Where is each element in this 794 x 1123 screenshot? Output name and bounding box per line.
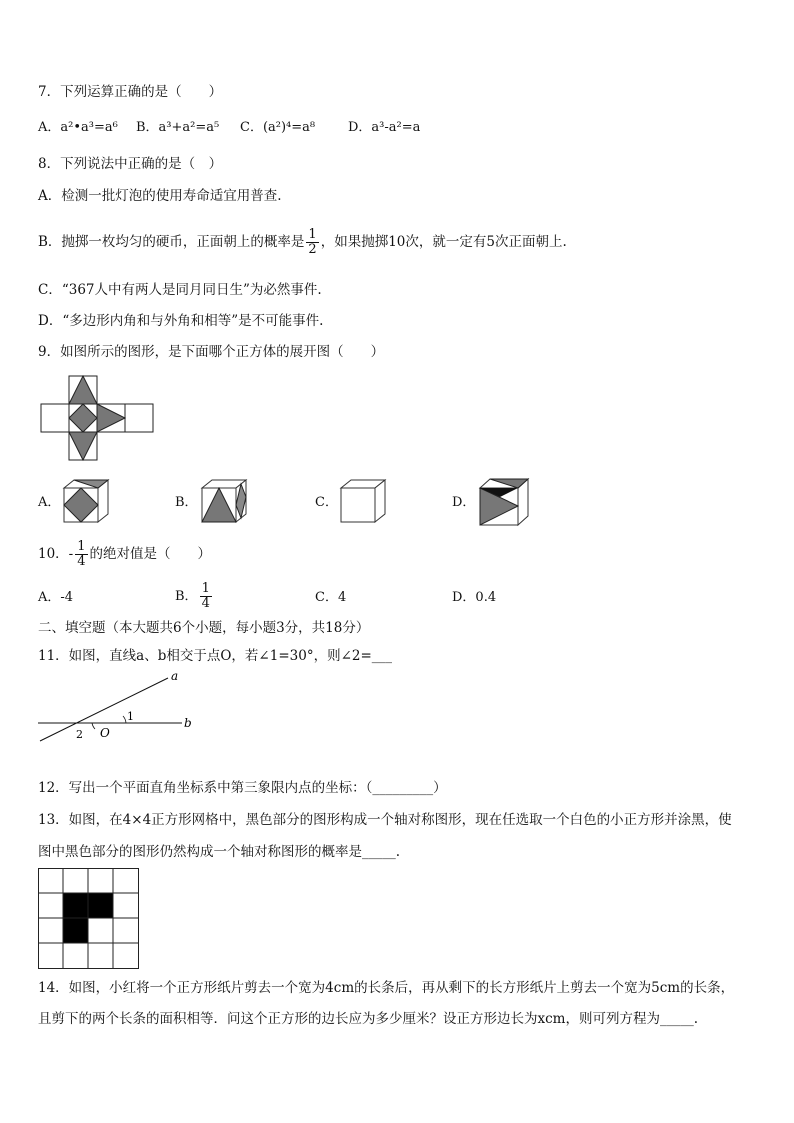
label-angle-2: 2 bbox=[76, 728, 83, 741]
q13-line-1: 13．如图，在4×4正方形网格中，黑色部分的图形构成一个轴对称图形，现在任选取一个白色的小正方形并涂黑，使 bbox=[38, 812, 732, 828]
label-b: b bbox=[184, 716, 192, 730]
label-a: a bbox=[171, 669, 179, 683]
label-angle-1: 1 bbox=[127, 710, 134, 723]
q13-grid-figure bbox=[38, 868, 140, 970]
q9-cube-a bbox=[60, 478, 112, 526]
q7-option-b: B．a³+a²=a⁵ bbox=[136, 120, 220, 135]
q8-option-b-prefix: B．抛掷一枚均匀的硬币，正面朝上的概率是 bbox=[38, 234, 305, 250]
fraction-numerator: 1 bbox=[201, 581, 210, 596]
q10-stem-prefix: 10．- bbox=[38, 546, 74, 562]
q8-option-b-suffix: ，如果抛掷10次，就一定有5次正面朝上. bbox=[320, 234, 567, 250]
q7-option-d: D．a³-a²=a bbox=[348, 120, 421, 135]
black-cell-row3 bbox=[63, 918, 88, 943]
q14-line-2: 且剪下的两个长条的面积相等．问这个正方形的边长应为多少厘米？设正方形边长为xcm，则可列方程为_____. bbox=[38, 1011, 699, 1027]
fraction-denominator: 4 bbox=[77, 554, 86, 569]
q13-line-2: 图中黑色部分的图形仍然构成一个轴对称图形的概率是_____. bbox=[38, 844, 401, 860]
q9-option-d-label: D． bbox=[452, 495, 476, 510]
q14-line-1: 14．如图，小红将一个正方形纸片剪去一个宽为4cm的长条后，再从剩下的长方形纸片上剪去一个宽为5cm的长条， bbox=[38, 980, 735, 996]
angle-1-arc bbox=[123, 716, 126, 723]
section-2-title: 二、填空题（本大题共6个小题，每小题3分，共18分） bbox=[38, 620, 370, 636]
fraction-numerator: 1 bbox=[77, 539, 86, 554]
q7-stem: 7．下列运算正确的是（ ） bbox=[38, 84, 223, 100]
net-far-right-square bbox=[125, 404, 153, 432]
q10-option-b-fraction bbox=[200, 582, 212, 611]
q11-intersecting-lines-figure bbox=[34, 668, 204, 744]
net-left-square bbox=[41, 404, 69, 432]
fraction-numerator: 1 bbox=[308, 227, 317, 242]
grid-lines bbox=[39, 869, 139, 969]
q8-stem: 8．下列说法中正确的是（ ） bbox=[38, 156, 223, 172]
q8-option-b bbox=[38, 227, 567, 257]
q10-option-b-prefix: B． bbox=[175, 589, 198, 604]
cube-front-face bbox=[341, 488, 375, 522]
q8-option-c: C．“367人中有两人是同月同日生”为必然事件. bbox=[38, 282, 322, 298]
q8-fraction-half bbox=[306, 228, 318, 257]
q8-option-d: D．“多边形内角和与外角和相等”是不可能事件. bbox=[38, 313, 324, 329]
fraction-denominator: 4 bbox=[201, 596, 210, 611]
q12-stem: 12．写出一个平面直角坐标系中第三象限内点的坐标：（_________） bbox=[38, 780, 447, 796]
q9-cube-c bbox=[337, 478, 389, 526]
q9-option-c-label: C． bbox=[315, 495, 338, 510]
q7-option-a: A．a²•a³=a⁶ bbox=[38, 120, 118, 135]
fraction-denominator: 2 bbox=[308, 242, 317, 257]
q10-stem-suffix: 的绝对值是（ ） bbox=[89, 546, 212, 562]
angle-2-arc bbox=[92, 723, 95, 729]
q10-stem bbox=[38, 537, 211, 571]
q10-option-a: A．-4 bbox=[38, 590, 74, 605]
q7-option-c: C．(a²)⁴=a⁸ bbox=[240, 120, 316, 135]
label-o: O bbox=[100, 726, 110, 740]
q9-cube-net-figure bbox=[38, 373, 158, 465]
q9-cube-b bbox=[198, 478, 250, 526]
q9-cube-d bbox=[476, 476, 534, 528]
q8-option-a: A．检测一批灯泡的使用寿命适宜用普查. bbox=[38, 188, 282, 204]
q11-stem: 11．如图，直线a、b相交于点O，若∠1=30°，则∠2=___ bbox=[38, 648, 393, 664]
q9-stem: 9．如图所示的图形，是下面哪个正方体的展开图（ ） bbox=[38, 344, 385, 360]
q9-option-b-label: B． bbox=[175, 495, 198, 510]
q9-option-a-label: A． bbox=[38, 495, 61, 510]
q10-option-d: D．0.4 bbox=[452, 590, 497, 605]
q10-option-b bbox=[175, 577, 214, 617]
cube-side-face bbox=[375, 480, 385, 522]
q10-option-c: C．4 bbox=[315, 590, 347, 605]
q10-fraction-quarter bbox=[75, 540, 87, 569]
